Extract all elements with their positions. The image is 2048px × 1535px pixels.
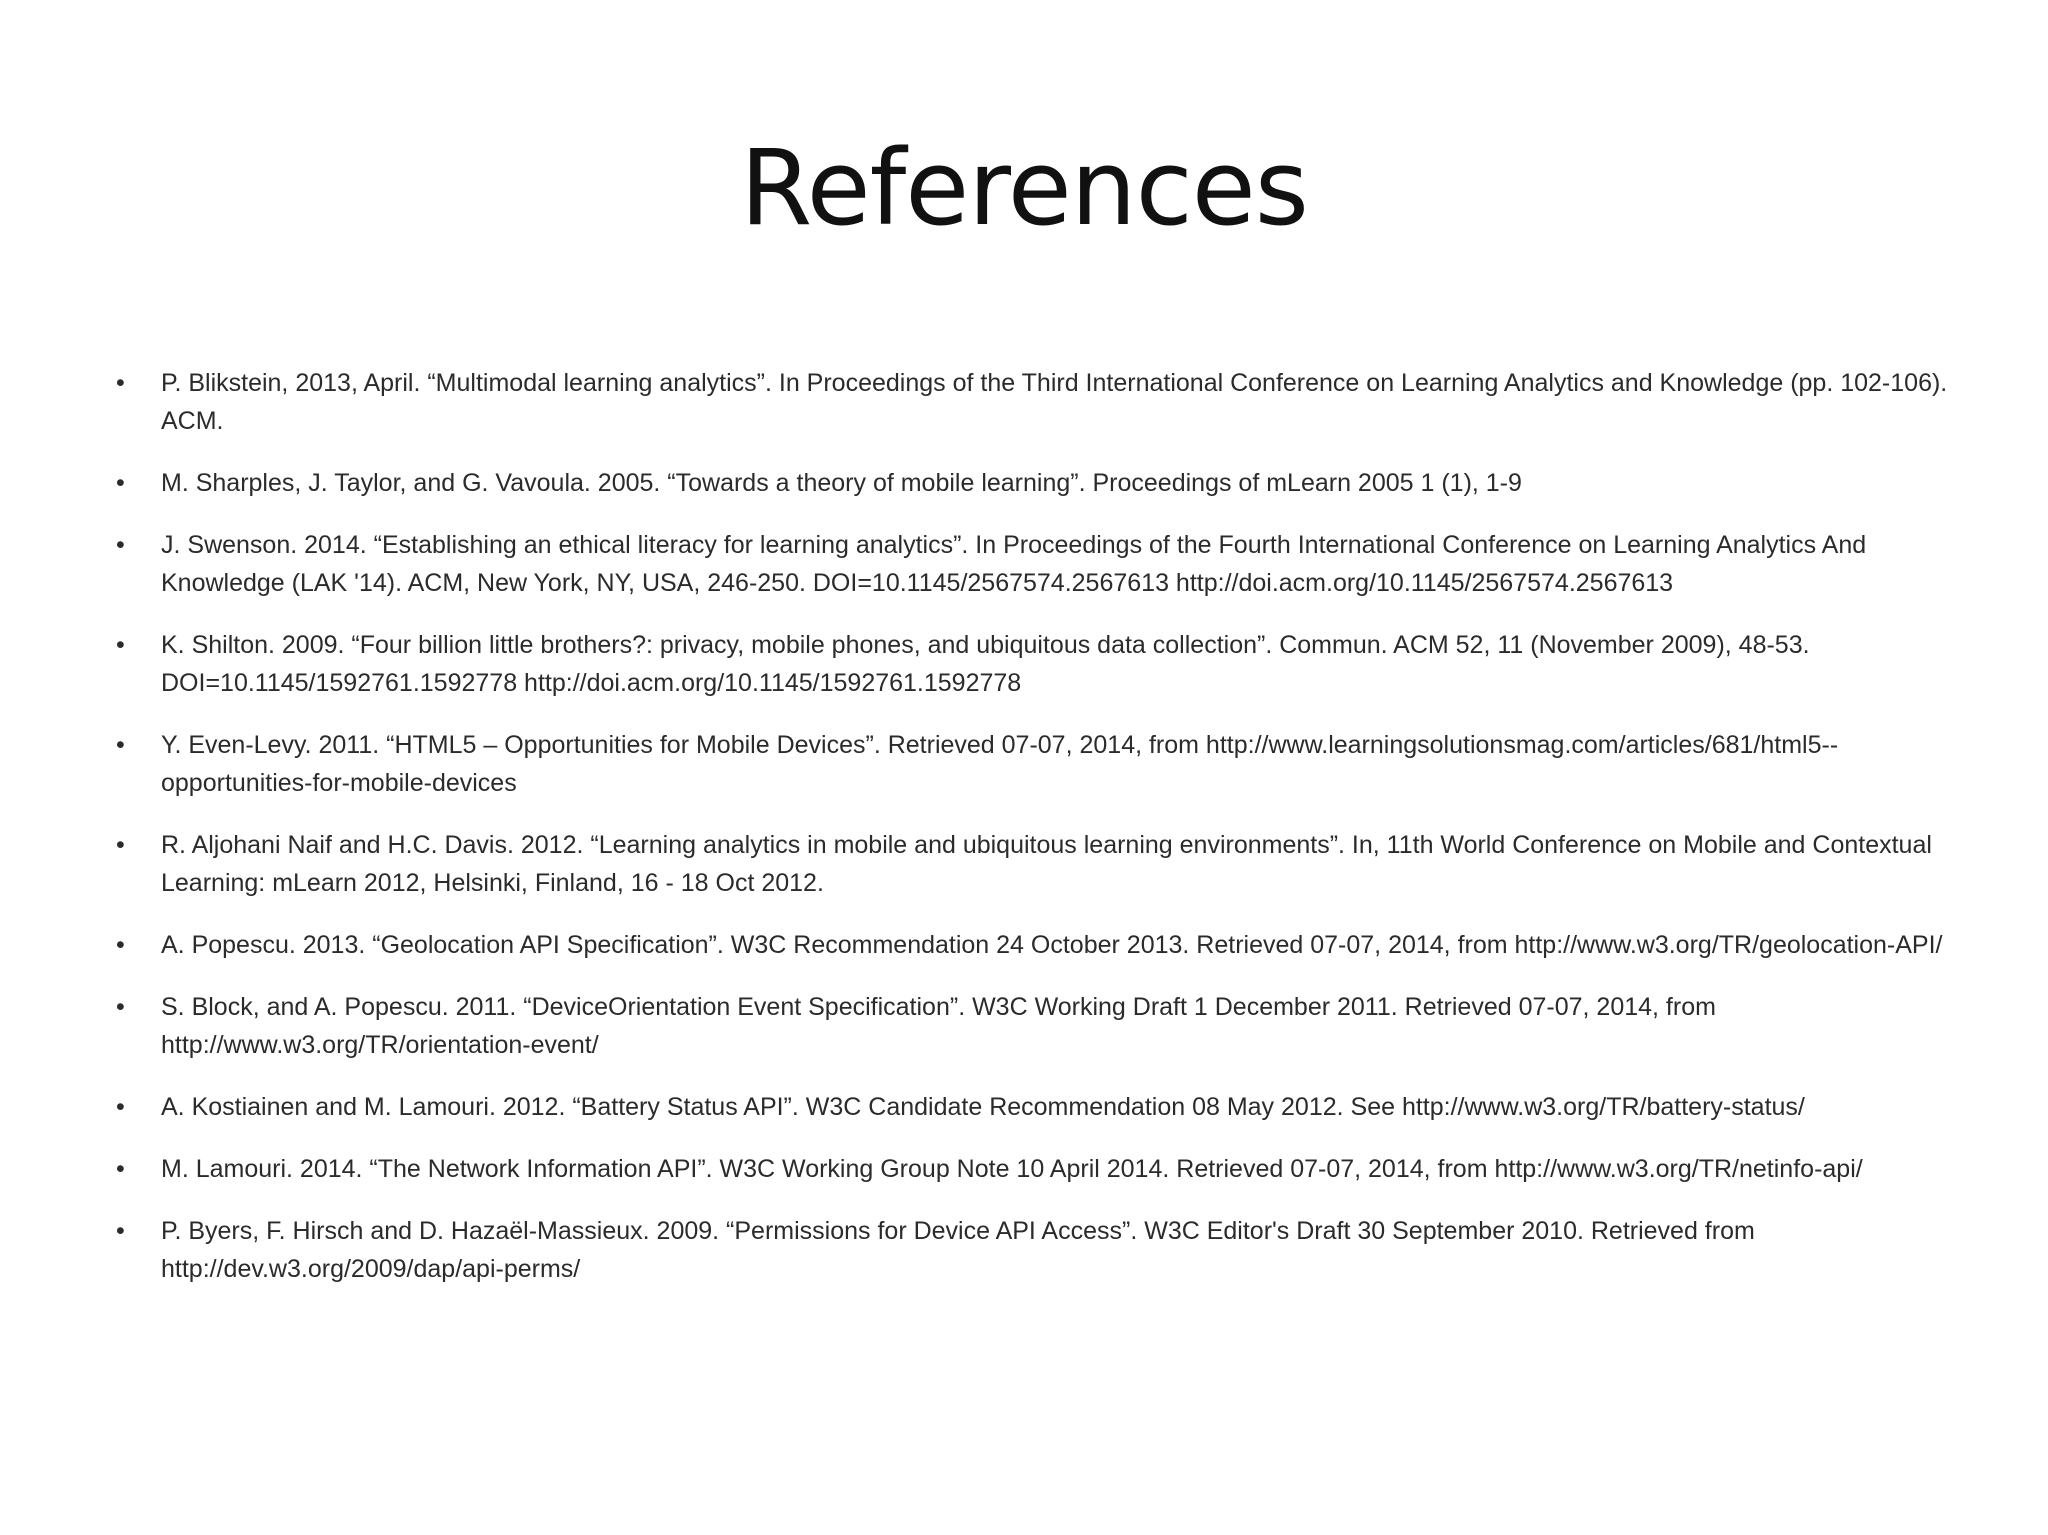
bullet-icon: • — [116, 731, 125, 759]
bullet-icon: • — [116, 631, 125, 659]
reference-text: A. Kostiainen and M. Lamouri. 2012. “Battery Status API”. W3C Candidate Recommendation 08 May 2012. See http://www.w3.org/TR/battery-status/ — [161, 1093, 1805, 1121]
reference-text: R. Aljohani Naif and H.C. Davis. 2012. “Learning analytics in mobile and ubiquitous learning environments”. In, 11th World Conference on Mobile and Contextual Learning: mLearn 2012, Helsinki, Finland, 16 - 18 Oct 2012. — [161, 831, 1932, 897]
reference-item — [116, 464, 1961, 502]
reference-item — [116, 988, 1961, 1064]
reference-item — [116, 826, 1961, 902]
reference-text: A. Popescu. 2013. “Geolocation API Specification”. W3C Recommendation 24 October 2013. Retrieved 07-07, 2014, from http://www.w3.org/TR/geolocation-API/ — [161, 931, 1943, 959]
slide-title: References — [740, 127, 1308, 249]
bullet-icon: • — [116, 1217, 125, 1245]
reference-text: K. Shilton. 2009. “Four billion little brothers?: privacy, mobile phones, and ubiquitous data collection”. Commun. ACM 52, 11 (November 2009), 48-53. DOI=10.1145/1592761.1592778 http://doi.acm.org/10.1145/1592761.1592778 — [161, 631, 1810, 697]
bullet-icon: • — [116, 469, 125, 497]
reference-text: M. Sharples, J. Taylor, and G. Vavoula. 2005. “Towards a theory of mobile learning”. Proceedings of mLearn 2005 1 (1), 1-9 — [161, 469, 1522, 497]
bullet-icon: • — [116, 931, 125, 959]
reference-item — [116, 364, 1961, 440]
reference-text: Y. Even-Levy. 2011. “HTML5 – Opportunities for Mobile Devices”. Retrieved 07-07, 2014, from http://www.learningsolutionsmag.com/articles/681/html5--opportunities-for-mobile-devices — [161, 731, 1839, 797]
bullet-icon: • — [116, 831, 125, 859]
bullet-icon: • — [116, 531, 125, 559]
reference-text: J. Swenson. 2014. “Establishing an ethical literacy for learning analytics”. In Proceedings of the Fourth International Conference on Learning Analytics And Knowledge (LAK '14). ACM, New York, NY, USA, 246-250. DOI=10.1145/2567574.2567613 http://doi.acm.org/10.1145/2567574.2567613 — [161, 531, 1867, 597]
reference-item — [116, 1150, 1961, 1188]
reference-item — [116, 726, 1961, 802]
reference-item — [116, 926, 1961, 964]
reference-item — [116, 626, 1961, 702]
bullet-icon: • — [116, 1155, 125, 1183]
reference-item — [116, 526, 1961, 602]
reference-item — [116, 1212, 1961, 1288]
reference-text: M. Lamouri. 2014. “The Network Information API”. W3C Working Group Note 10 April 2014. Retrieved 07-07, 2014, from http://www.w3.org/TR/netinfo-api/ — [161, 1155, 1863, 1183]
reference-text: P. Byers, F. Hirsch and D. Hazaël-Massieux. 2009. “Permissions for Device API Access”. W3C Editor's Draft 30 September 2010. Retrieved from http://dev.w3.org/2009/dap/api-perms/ — [161, 1217, 1755, 1283]
reference-list — [116, 364, 1961, 1312]
reference-text: P. Blikstein, 2013, April. “Multimodal learning analytics”. In Proceedings of the Third International Conference on Learning Analytics and Knowledge (pp. 102-106). ACM. — [161, 369, 1948, 435]
reference-item — [116, 1088, 1961, 1126]
bullet-icon: • — [116, 993, 125, 1021]
reference-text: S. Block, and A. Popescu. 2011. “DeviceOrientation Event Specification”. W3C Working Draft 1 December 2011. Retrieved 07-07, 2014, from http://www.w3.org/TR/orientation-event/ — [161, 993, 1716, 1059]
bullet-icon: • — [116, 369, 125, 397]
bullet-icon: • — [116, 1093, 125, 1121]
